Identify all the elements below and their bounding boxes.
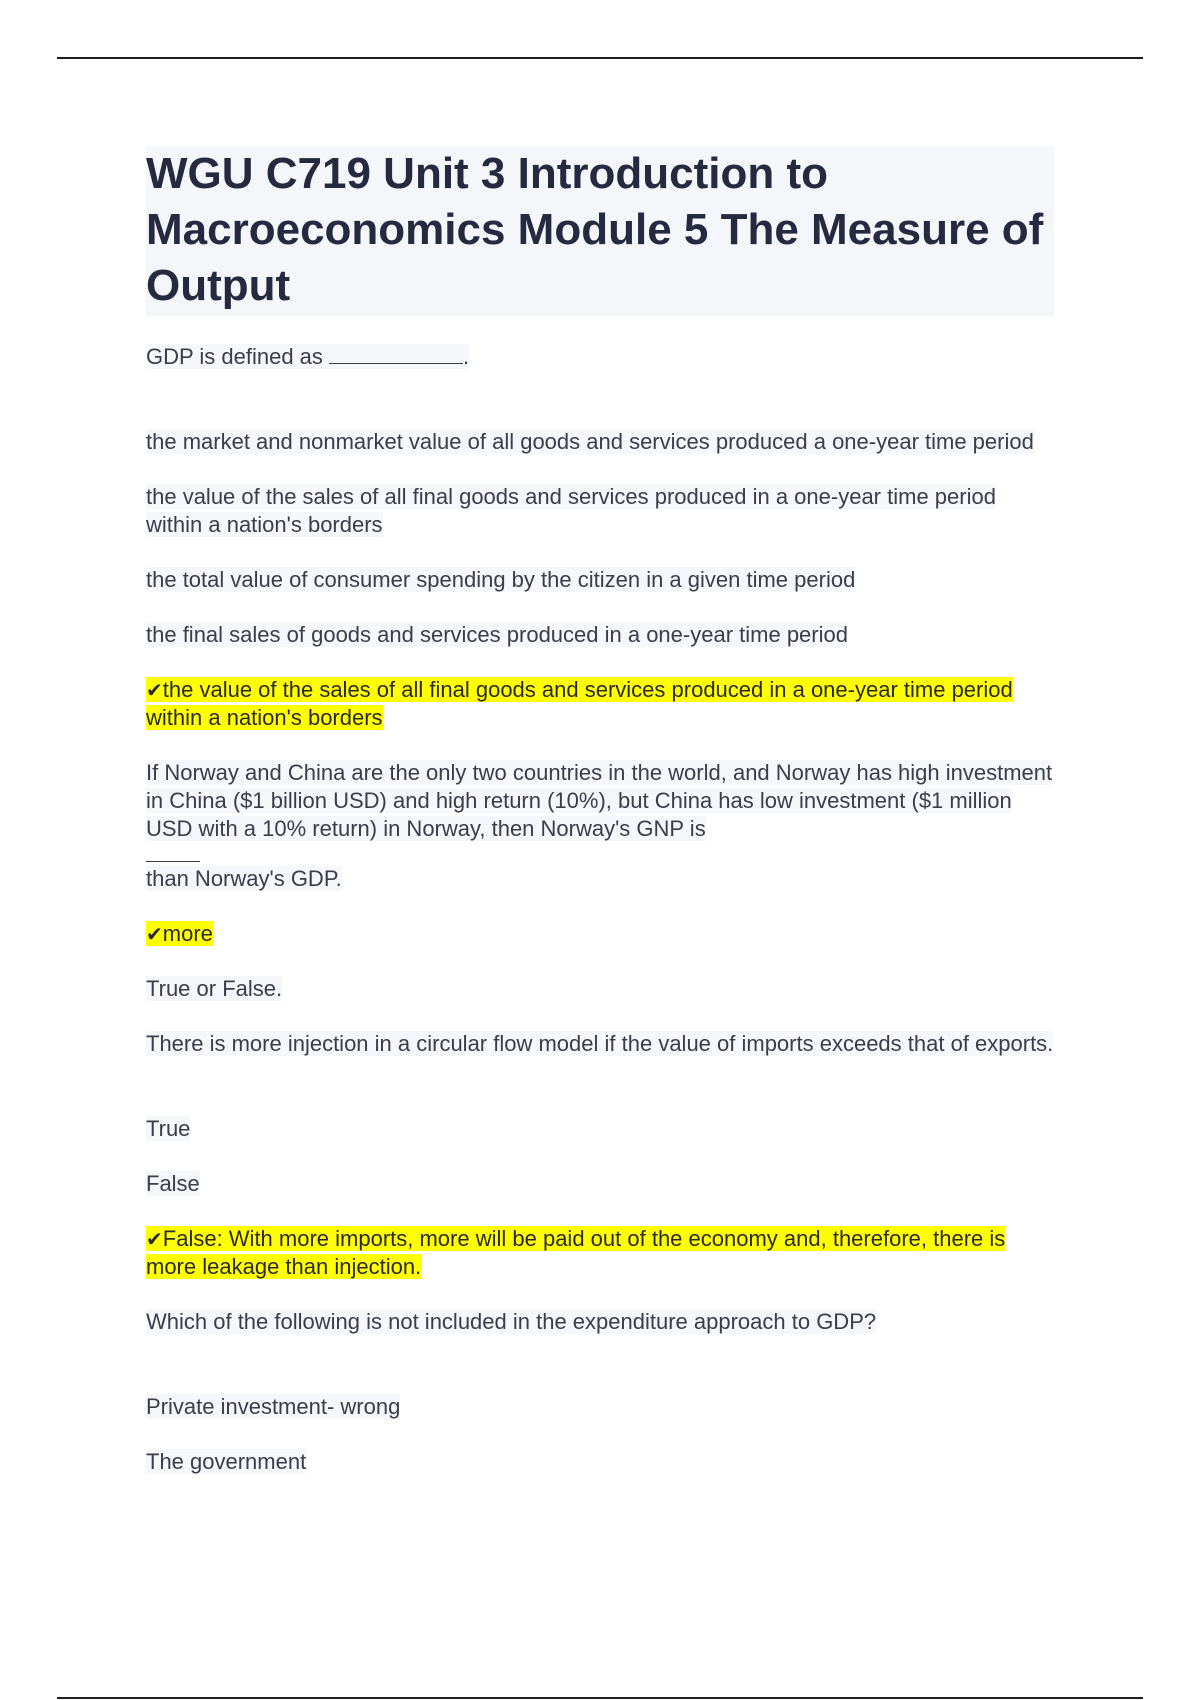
- q1-prompt: GDP is defined as .: [146, 344, 470, 369]
- q2-answer: ✔more: [146, 921, 213, 946]
- q3-option-true: True: [146, 1116, 191, 1141]
- q2-prompt: If Norway and China are the only two countries in the world, and Norway has high investment in China ($1 billion USD) and high return (10%), but China has low investment ($1 million USD with a 10% return) in Norway, then Norway's GNP is: [146, 760, 1053, 841]
- q4-option-1: Private investment- wrong: [146, 1394, 401, 1419]
- q3-intro: True or False.: [146, 976, 283, 1001]
- q3-prompt: There is more injection in a circular flow model if the value of imports exceeds that of exports.: [146, 1031, 1054, 1056]
- q2-prompt-end: than Norway's GDP.: [146, 866, 342, 891]
- check-mark-icon: ✔: [146, 922, 163, 946]
- q3-answer: ✔False: With more imports, more will be paid out of the economy and, therefore, there is more leakage than injection.: [146, 1226, 1006, 1279]
- check-mark-icon: ✔: [146, 1227, 163, 1251]
- q1-option-4: the final sales of goods and services produced in a one-year time period: [146, 622, 848, 647]
- q4-prompt: Which of the following is not included in the expenditure approach to GDP?: [146, 1309, 877, 1334]
- q1-option-3: the total value of consumer spending by the citizen in a given time period: [146, 567, 856, 592]
- q1-blank: [329, 345, 463, 364]
- check-mark-icon: ✔: [146, 678, 163, 702]
- q3-option-false: False: [146, 1171, 200, 1196]
- q1-option-2: the value of the sales of all final goods and services produced in a one-year time period within a nation's borders: [146, 484, 996, 537]
- q1-option-1: the market and nonmarket value of all goods and services produced a one-year time period: [146, 429, 1034, 454]
- bottom-rule: [57, 1697, 1143, 1699]
- q1-answer: ✔the value of the sales of all final goods and services produced in a one-year time period within a nation's borders: [146, 677, 1013, 730]
- document-body: [146, 146, 1054, 1476]
- document-title: WGU C719 Unit 3 Introduction to Macroeconomics Module 5 The Measure of Output: [146, 146, 1054, 316]
- q4-option-2: The government: [146, 1449, 307, 1474]
- q2-blank: [146, 843, 200, 862]
- top-rule: [57, 57, 1143, 59]
